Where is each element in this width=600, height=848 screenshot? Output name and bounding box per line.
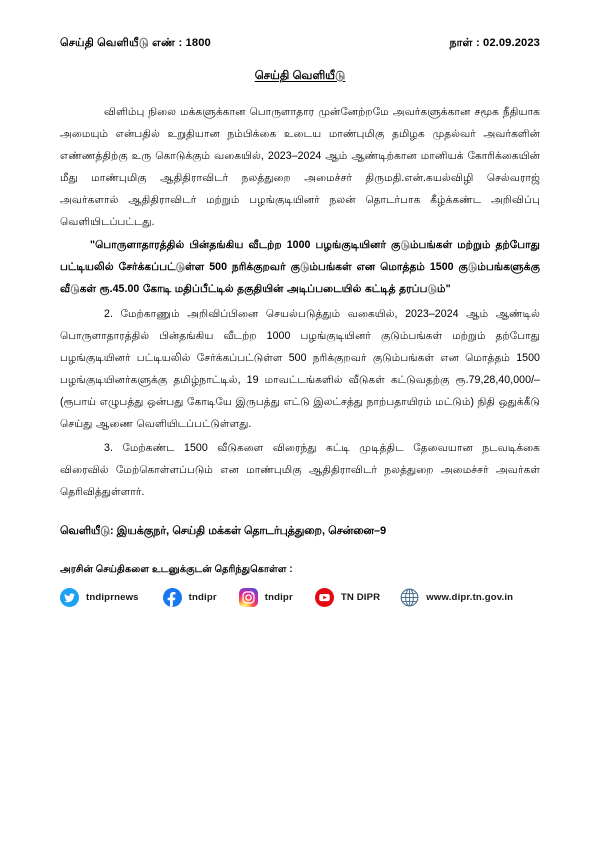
instagram-handle: tndipr bbox=[264, 591, 293, 603]
social-media-row bbox=[60, 588, 540, 607]
page-title-text: செய்தி வெளியீடு bbox=[254, 70, 346, 82]
document-body bbox=[60, 101, 540, 503]
youtube-icon bbox=[315, 588, 334, 607]
publisher-line: வெளியீடு: இயக்குநர், செய்தி மக்கள் தொடர்புத்துறை, சென்னை–9 bbox=[60, 524, 387, 537]
document-header bbox=[60, 37, 540, 51]
youtube-handle: TN DIPR bbox=[340, 591, 381, 603]
footer-lead-text: அரசின் செய்திகளை உடனுக்குடன் தெரிந்துகொள்ள : bbox=[60, 563, 293, 575]
social-link-facebook[interactable] bbox=[163, 588, 217, 607]
website-url: www.dipr.tn.gov.in bbox=[426, 591, 514, 603]
release-number: செய்தி வெளியீடு எண் : 1800 bbox=[60, 37, 211, 49]
instagram-icon bbox=[239, 588, 258, 607]
facebook-handle: tndipr bbox=[188, 591, 217, 603]
release-date: நாள் : 02.09.2023 bbox=[449, 37, 540, 49]
facebook-icon bbox=[163, 588, 182, 607]
twitter-handle: tndiprnews bbox=[86, 591, 139, 603]
social-link-twitter[interactable] bbox=[60, 588, 139, 607]
twitter-icon bbox=[60, 588, 79, 607]
globe-icon bbox=[400, 588, 419, 607]
announcement-quote: "பொருளாதாரத்தில் பின்தங்கிய வீடற்ற 1000 பழங்குடியினர் குடும்பங்கள் மற்றும் தற்போது பட்டியலில் சேர்க்கப்பட்டுள்ள 500 நரிக்குறவர் குடும்பங்கள் என மொத்தம் 1500 குடும்பங்களுக்கு வீடுகள் ரூ.45.00 கோடி மதிப்பீட்டில் தகுதியின் அடிப்படையில் கட்டித் தரப்படும்" bbox=[60, 239, 540, 295]
page-title bbox=[60, 70, 540, 84]
body-paragraph-3: 3. மேற்கண்ட 1500 வீடுகளை விரைந்து கட்டி முடித்திட தேவையான நடவடிக்கை விரைவில் மேற்கொள்ளப்படும் என மாண்புமிகு ஆதிதிராவிடர் நலத்துறை அமைச்சர் அவர்கள் தெரிவித்துள்ளார். bbox=[60, 441, 540, 498]
document-sheet bbox=[60, 0, 540, 607]
social-link-instagram[interactable] bbox=[239, 588, 293, 607]
social-link-youtube[interactable] bbox=[315, 588, 380, 607]
body-paragraph-1: விளிம்பு நிலை மக்களுக்கான பொருளாதார முன்னேற்றமே அவர்களுக்கான சமூக நீதியாக அமையும் என்பதில் உறுதியான நம்பிக்கை உடைய மாண்புமிகு தமிழக முதல்வர் அவர்களின் எண்ணத்திற்கு உரு கொடுக்கும் வகையில், 2023–2024 ஆம் ஆண்டிற்கான மானியக் கோரிக்கையின் மீது மாண்புமிகு ஆதிதிராவிடர் நலத்துறை அமைச்சர் திருமதி.என்.கயல்விழி செல்வராஜ் அவர்களால் ஆதிதிராவிடர் மற்றும் பழங்குடியினர் நலன் தொடர்பாக கீழ்க்கண்ட அறிவிப்பு வெளியிடப்பட்டது. bbox=[60, 106, 540, 229]
body-paragraph-2: 2. மேற்காணும் அறிவிப்பினை செயல்படுத்தும் வகையில், 2023–2024 ஆம் ஆண்டில் பொருளாதாரத்தில் பின்தங்கிய வீடற்ற 1000 பழங்குடியினர் குடும்பங்கள் மற்றும் தற்போது பழங்குடியினர் பட்டியலில் சேர்க்கப்பட்டுள்ள 500 நரிக்குறவர் குடும்பங்கள் என மொத்தம் 1500 பழங்குடியினர்களுக்கு தமிழ்நாட்டில், 19 மாவட்டங்களில் வீடுகள் கட்டுவதற்கு ரூ.79,28,40,000/– (ரூபாய் எழுபத்து ஒன்பது கோடியே இருபத்து எட்டு இலட்சத்து நாற்பதாயிரம் மட்டும்) நிதி ஒதுக்கீடு செய்து ஆணை வெளியிடப்பட்டுள்ளது. bbox=[60, 307, 540, 430]
social-link-website[interactable] bbox=[400, 588, 513, 607]
